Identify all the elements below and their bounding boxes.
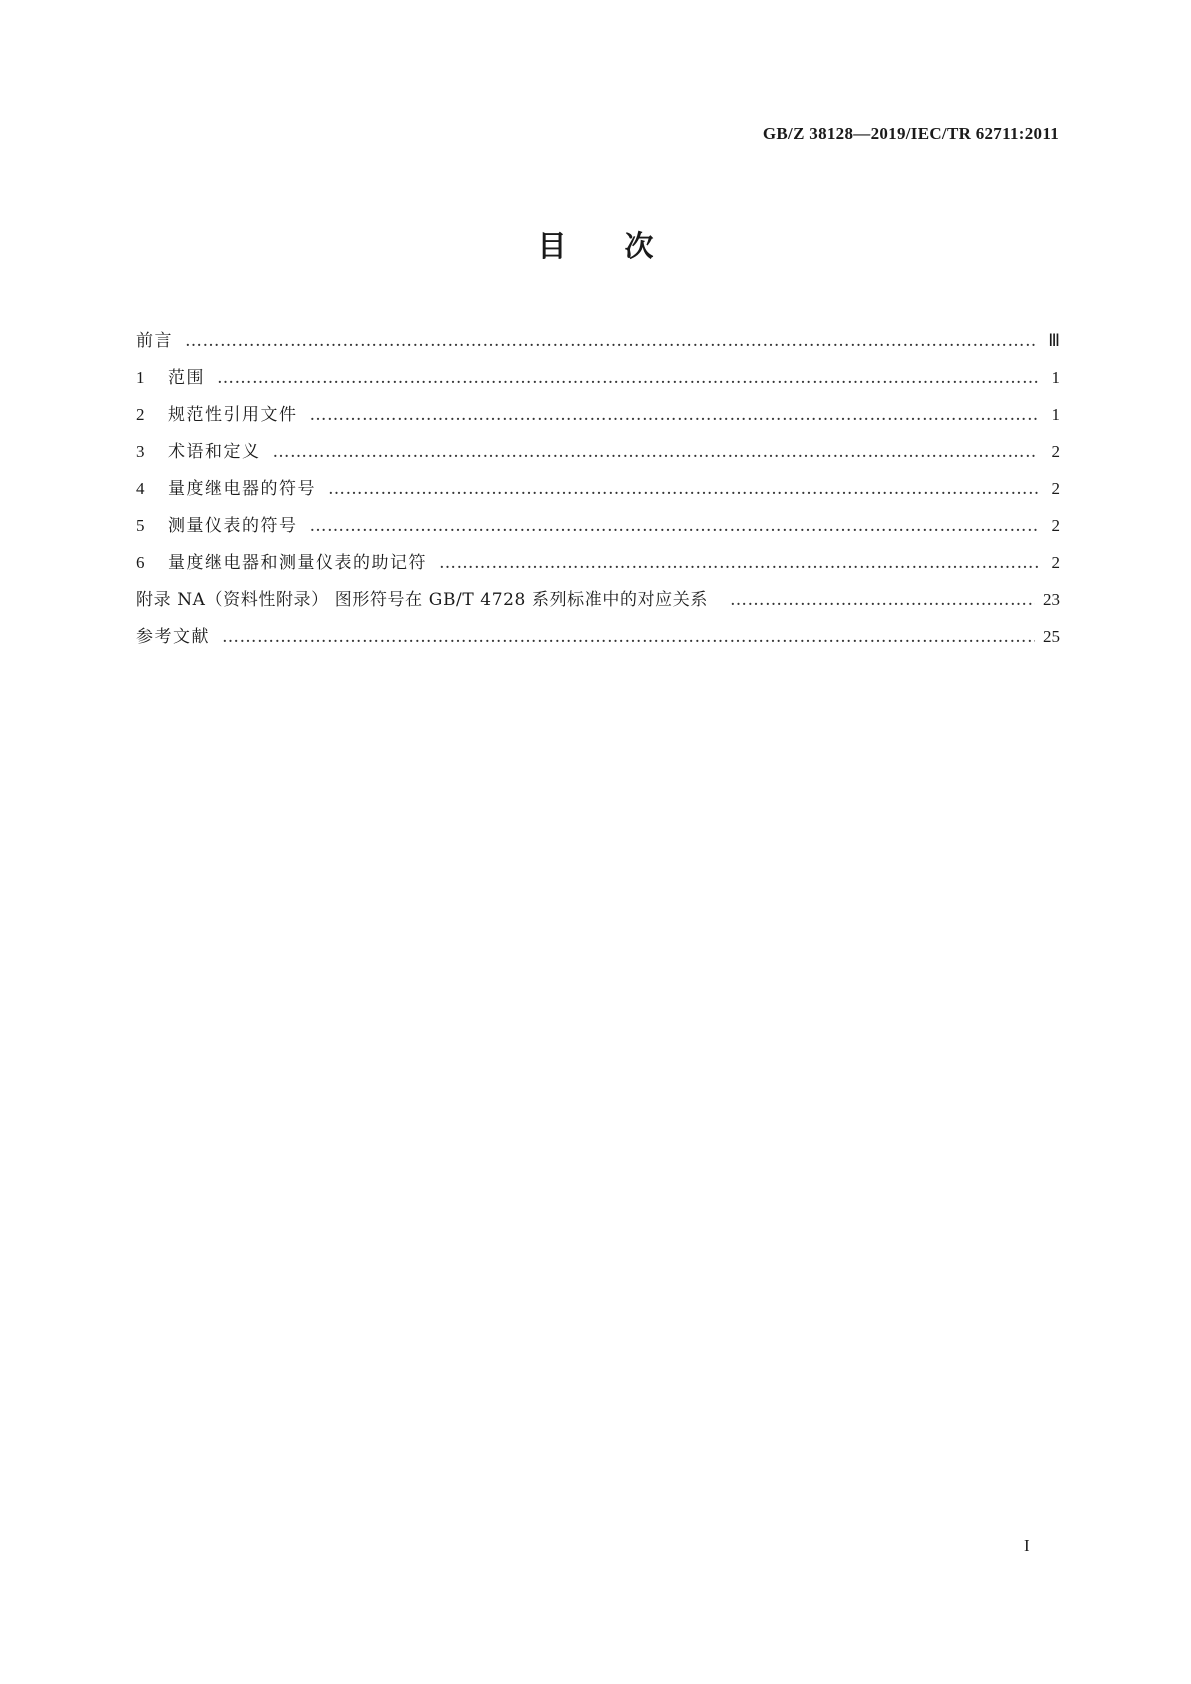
- toc-dot-leader: [185, 328, 1038, 354]
- toc-dot-leader: [439, 550, 1038, 576]
- toc-title: [0, 226, 1191, 266]
- toc-dot-leader: [217, 365, 1038, 391]
- toc-entry-instrument-symbols[interactable]: [136, 513, 1060, 539]
- toc-entry-label: 测量仪表的符号: [168, 516, 298, 536]
- toc-entry-terms-definitions[interactable]: [136, 439, 1060, 465]
- toc-entry-page: 2: [1051, 553, 1060, 572]
- toc-entry-label: 规范性引用文件: [168, 405, 298, 425]
- toc-entry-page: 1: [1051, 405, 1060, 424]
- toc-entry-normative-references[interactable]: [136, 402, 1060, 428]
- toc-entry-page: 25: [1043, 627, 1060, 646]
- toc-dot-leader: [222, 624, 1035, 650]
- toc-entry-number: 5: [136, 516, 145, 535]
- toc-entry-bibliography[interactable]: [136, 624, 1060, 650]
- toc-entry-label: 前言: [136, 331, 173, 351]
- toc-entry-annex-na[interactable]: [136, 587, 1060, 613]
- toc-dot-leader: [310, 402, 1039, 428]
- toc-entry-label: 术语和定义: [168, 442, 261, 462]
- toc-title-char: 次: [624, 229, 654, 263]
- toc-entry-page: 1: [1051, 368, 1060, 387]
- toc-entry-page: 2: [1051, 442, 1060, 461]
- toc-entry-number: 3: [136, 442, 145, 461]
- toc-entry-label: 量度继电器的符号: [168, 479, 316, 499]
- toc-dot-leader: [328, 476, 1038, 502]
- toc-entry-label: 参考文献: [136, 627, 210, 647]
- toc-dot-leader: [273, 439, 1039, 465]
- toc-entry-page: 2: [1051, 516, 1060, 535]
- toc-entry-label: 范围: [168, 368, 205, 388]
- toc-entry-relay-symbols[interactable]: [136, 476, 1060, 502]
- toc-entry-page: 23: [1043, 590, 1060, 609]
- toc-title-char: 目: [537, 229, 567, 263]
- toc-entry-foreword[interactable]: [136, 328, 1060, 354]
- document-code: GB/Z 38128—2019/IEC/TR 62711:2011: [762, 124, 1059, 143]
- toc-entry-mnemonics[interactable]: [136, 550, 1060, 576]
- toc-entry-number: 6: [136, 553, 145, 572]
- toc-entry-label: 附录 NA（资料性附录） 图形符号在 GB/T 4728 系列标准中的对应关系: [136, 590, 708, 610]
- toc-entry-scope[interactable]: [136, 365, 1060, 391]
- toc-entry-page: 2: [1051, 479, 1060, 498]
- toc-entry-label: 量度继电器和测量仪表的助记符: [168, 553, 427, 573]
- toc-entry-number: 2: [136, 405, 145, 424]
- toc-dot-leader: [730, 587, 1035, 613]
- toc-entry-page: Ⅲ: [1048, 331, 1060, 350]
- page-number: I: [1024, 1536, 1030, 1555]
- toc-entry-number: 1: [136, 368, 145, 387]
- toc-entry-number: 4: [136, 479, 145, 498]
- toc-dot-leader: [310, 513, 1039, 539]
